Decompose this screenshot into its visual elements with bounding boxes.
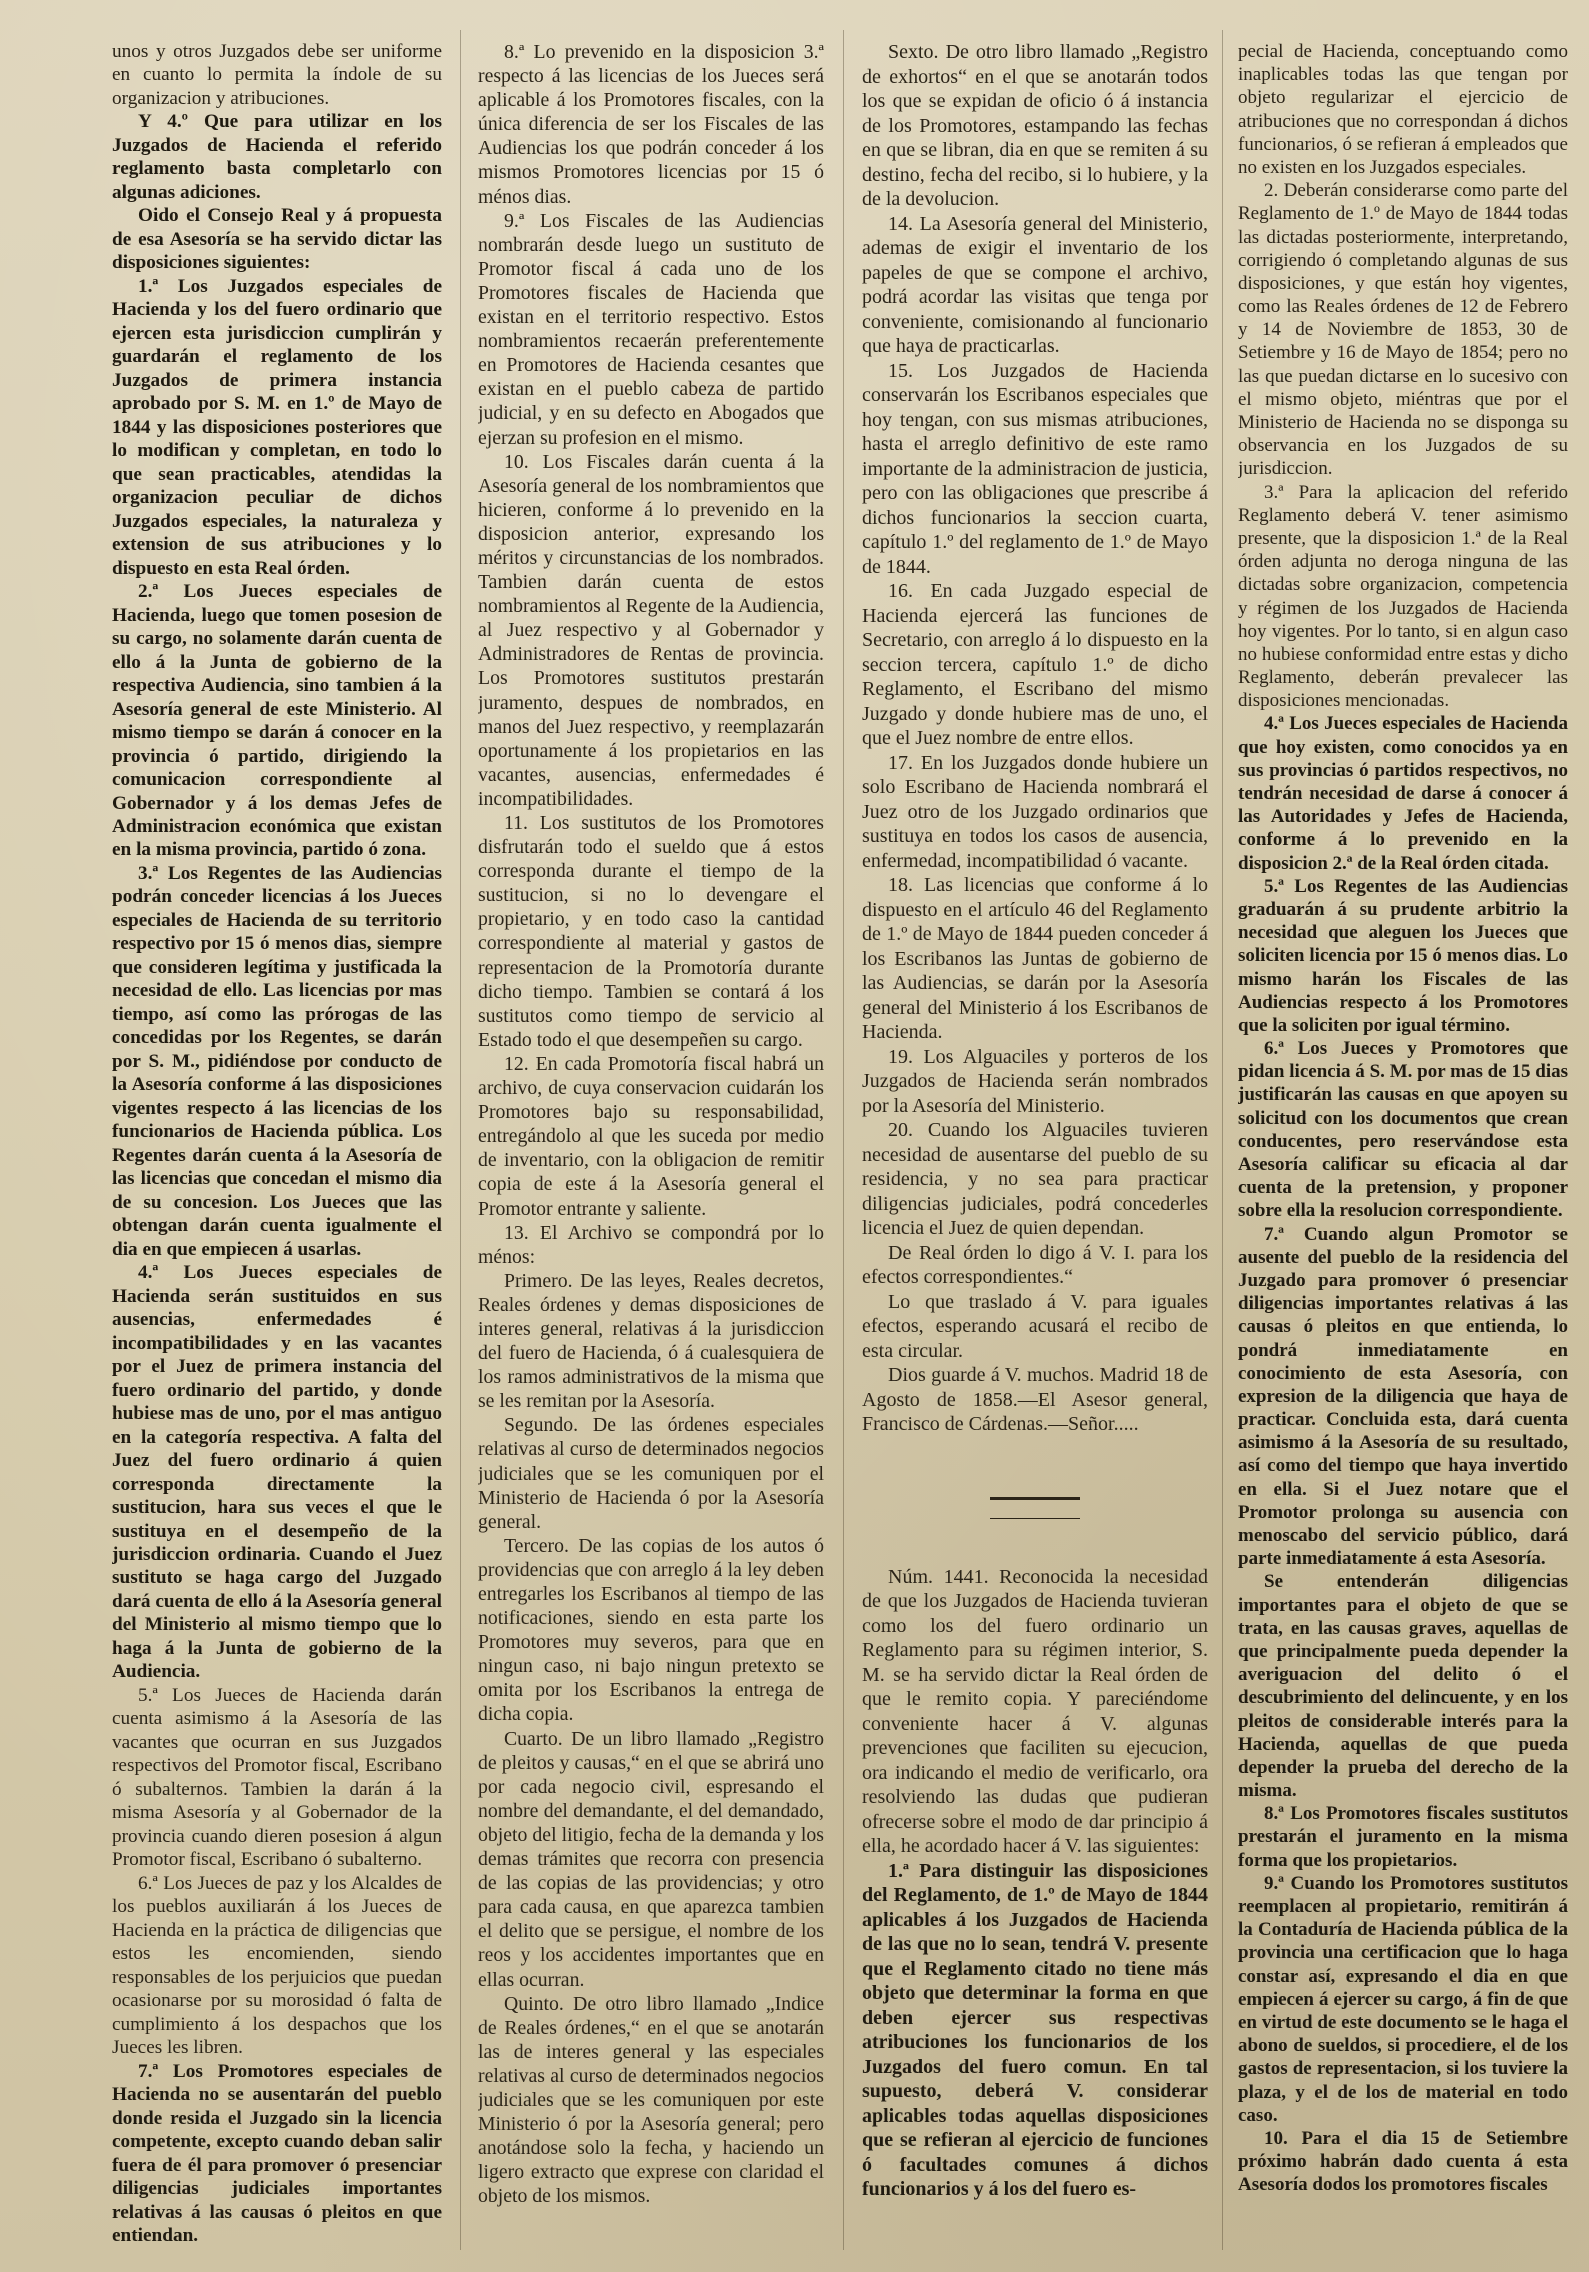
paragraph: De Real órden lo digo á V. I. para los efectos correspondientes.“	[862, 1241, 1208, 1288]
text-column-1	[112, 40, 442, 2260]
paragraph: Lo que traslado á V. para iguales efectos, esperando acusará el recibo de esta circular.	[862, 1290, 1208, 1362]
paragraph: 3.ª Los Regentes de las Audiencias podrán conceder licencias á los Jueces especiales de Hacienda de su territorio respectivo por 15 ó menos dias, siempre que consideren legítima y justificada la necesidad de ello. Las licencias por mas tiempo, así como las prórogas de las concedidas por los Regentes, se darán por S. M., pidiéndose por conducto de la Asesoría conforme á las disposiciones vigentes respecto á las licencias de los funcionarios de Hacienda pública. Los Regentes darán cuenta á la Asesoría de las licencias que concedan el mismo dia de su concesion. Los Jueces que las obtengan darán cuenta igualmente el dia en que empiecen á usarlas.	[112, 862, 442, 1260]
paragraph: 10. Para el dia 15 de Setiembre próximo habrán dado cuenta á esta Asesoría dodos los promotores fiscales	[1238, 2127, 1568, 2196]
paragraph: 6.ª Los Jueces de paz y los Alcaldes de los pueblos auxiliarán á los Jueces de Hacienda en la práctica de diligencias que estos les encomienden, siendo responsables de los perjuicios que puedan ocasionarse por su morosidad ó falta de cumplimiento á los despachos que los Jueces les libren.	[112, 1872, 442, 2059]
text-column-2	[478, 40, 824, 2260]
paragraph: pecial de Hacienda, conceptuando como inaplicables todas las que tengan por objeto regularizar el ejercicio de atribuciones que no correspondan á dichos funcionarios, ó se refieran á empleados que no existen en los Juzgados especiales.	[1238, 41, 1568, 178]
paragraph: 3.ª Para la aplicacion del referido Reglamento deberá V. tener asimismo presente, que la disposicion 1.ª de la Real órden adjunta no deroga ninguna de las dictadas sobre organizacion, competencia y régimen de los Juzgados de Hacienda hoy vigentes. Por lo tanto, si en algun caso no hubiese conformidad entre estas y dicho Reglamento, deberán prevalecer las disposiciones mencionadas.	[1238, 481, 1568, 712]
paragraph: 14. La Asesoría general del Ministerio, ademas de exigir el inventario de los papeles de que se compone el archivo, podrá acordar las visitas que tenga por conveniente, comisionando al funcionario que haya de practicarlas.	[862, 212, 1208, 357]
paragraph: Quinto. De otro libro llamado „Indice de Reales órdenes,“ en el que se anotarán las de interes general y las especiales relativas al curso de determinados negocios judiciales que se les comuniquen por este Ministerio ó por la Asesoría general; pero anotándose solo la fecha, y haciendo un ligero extracto que exprese con claridad el objeto de los mismos.	[478, 1992, 824, 2208]
paragraph: 9.ª Cuando los Promotores sustitutos reemplacen al propietario, remitirán á la Contaduría de Hacienda pública de la provincia una certificacion que lo haga constar así, expresando el dia en que empiecen á ejercer su cargo, á fin de que en virtud de este documento se le haga el abono de sueldos, si procediere, el de los gastos de representacion, si los tuviere la plaza, y el de los de material en todo caso.	[1238, 1872, 1568, 2126]
paragraph: 5.ª Los Jueces de Hacienda darán cuenta asimismo á la Asesoría de las vacantes que ocurran en sus Juzgados respectivos del Promotor fiscal, Escribano ó subalternos. Tambien la darán á la misma Asesoría y al Gobernador de la provincia cuando dieren posesion á algun Promotor fiscal, Escribano ó subalterno.	[112, 1684, 442, 1871]
paragraph: 20. Cuando los Alguaciles tuvieren necesidad de ausentarse del pueblo de su residencia, y no sea para practicar diligencias judiciales, podrá concederles licencia el Juez de quien dependan.	[862, 1119, 1208, 1239]
paragraph: 19. Los Alguaciles y porteros de los Juzgados de Hacienda serán nombrados por la Asesoría del Ministerio.	[862, 1045, 1208, 1117]
paragraph: 15. Los Juzgados de Hacienda conservarán los Escribanos especiales que hoy tengan, con sus mismas atribuciones, hasta el arreglo definitivo de este ramo importante de la administracion de justicia, pero con las obligaciones que prescribe á dichos funcionarios la seccion cuarta, capítulo 1.º del reglamento de 1.º de Mayo de 1844.	[862, 359, 1208, 578]
column-separator	[843, 30, 844, 2250]
paragraph: Cuarto. De un libro llamado „Registro de pleitos y causas,“ en el que se abrirá uno por cada negocio civil, espresando el nombre del demandante, el del demandado, objeto del litigio, fecha de la demanda y los demas trámites que recorra con presencia de las copias de las providencias; y otro para cada causa, en que aparezca tambien el delito que se persigue, el nombre de los reos y los accidentes importantes que en ellas ocurran.	[478, 1727, 824, 1991]
paragraph: 16. En cada Juzgado especial de Hacienda ejercerá las funciones de Secretario, con arreglo á lo dispuesto en la seccion tercera, capítulo 1.º de dicho Reglamento, el Escribano del mismo Juzgado y donde hubiere mas de uno, el que el Juez nombre de entre ellos.	[862, 580, 1208, 749]
paragraph: 10. Los Fiscales darán cuenta á la Asesoría general de los nombramientos que hicieren, conforme á lo prevenido en la disposicion anterior, expresando los méritos y circunstancias de los nombrados. Tambien darán cuenta de estos nombramientos al Regente de la Audiencia, al Juez respectivo y al Gobernador y Administradores de Rentas de provincia. Los Promotores sustitutos prestarán juramento, despues de nombrados, en manos del Juez respectivo, y reemplazarán oportunamente á los propietarios en las vacantes, ausencias, enfermedades é incompatibilidades.	[478, 450, 824, 810]
section-divider	[990, 1497, 1080, 1519]
paragraph: 4.ª Los Jueces especiales de Hacienda serán sustituidos en sus ausencias, enfermedades é incompatibilidades y en las vacantes por el Juez de primera instancia del fuero ordinario del partido, y donde hubiese mas de uno, por el mas antiguo en la categoría respectiva. A falta del Juez del fuero ordinario á quien corresponda directamente la sustitucion, hara sus veces el que le sustituya en el desempeño de la jurisdiccion ordinaria. Cuando el Juez sustituto se haga cargo del Juzgado dará cuenta de ello á la Asesoría general del Ministerio al mismo tiempo que lo haga á la Junta de gobierno de la Audiencia.	[112, 1262, 442, 1683]
paragraph: 17. En los Juzgados donde hubiere un solo Escribano de Hacienda nombrará el Juez otro de los Juzgado ordinarios que sustituya en todos los casos de ausencia, enfermedad, incompatibilidad ó vacante.	[862, 751, 1208, 872]
paragraph: 8.ª Los Promotores fiscales sustitutos prestarán el juramento en la misma forma que los propietarios.	[1238, 1803, 1568, 1871]
paragraph: 18. Las licencias que conforme á lo dispuesto en el artículo 46 del Reglamento de 1.º de Mayo de 1844 pueden conceder á los Escribanos las Juntas de gobierno de las Audiencias, se darán por la Asesoría general del Ministerio á los Escribanos de Hacienda.	[862, 874, 1208, 1043]
column-separator	[460, 30, 461, 2250]
paragraph: unos y otros Juzgados debe ser uniforme en cuanto lo permita la índole de su organizacion y atribuciones.	[112, 41, 442, 109]
paragraph: 13. El Archivo se compondrá por lo ménos:	[478, 1221, 824, 1268]
paragraph: Segundo. De las órdenes especiales relativas al curso de determinados negocios judiciales que se les comuniquen por el Ministerio de Hacienda ó por la Asesoría general.	[478, 1414, 824, 1533]
paragraph: 1.ª Los Juzgados especiales de Hacienda y los del fuero ordinario que ejercen esta jurisdiccion cumplirán y guardarán el reglamento de los Juzgados de primera instancia aprobado por S. M. en 1.º de Mayo de 1844 y las disposiciones posteriores que lo modifican y completan, en todo lo que sean practicables, atendidas la organizacion peculiar de dichos Juzgados especiales, la naturaleza y extension de sus atribuciones y lo dispuesto en esta Real órden.	[112, 275, 442, 579]
paragraph: Y 4.º Que para utilizar en los Juzgados de Hacienda el referido reglamento basta completarlo con algunas adiciones.	[112, 111, 442, 203]
paragraph: 2.ª Los Jueces especiales de Hacienda, luego que tomen posesion de su cargo, no solamente darán cuenta de ello á la Junta de gobierno de la respectiva Audiencia, sino tambien á la Asesoría general de este Ministerio. Al mismo tiempo se darán á conocer en la provincia ó partido, dirigiendo la comunicacion correspondiente al Gobernador y á los demas Jefes de Administracion económica que existan en la misma provincia, partido ó zona.	[112, 581, 442, 861]
paragraph: 1.ª Para distinguir las disposiciones del Reglamento, de 1.º de Mayo de 1844 aplicables á los Juzgados de Hacienda de las que no lo sean, tendrá V. presente que el Reglamento citado no tiene más objeto que determinar la forma en que deben ejercer sus respectivas atribuciones los funcionarios de los Juzgados del fuero comun. En tal supuesto, deberá V. considerar aplicables todas aquellas disposiciones que se refieran al ejercicio de funciones ó facultades comunes á dichos funcionarios y á los del fuero es-	[862, 1859, 1208, 2200]
paragraph: Se entenderán diligencias importantes para el objeto de que se trata, en las causas graves, aquellas de que principalmente pueda depender la averiguacion del delito ó el descubrimiento del delincuente, y en los pleitos de considerable interés para la Hacienda, aquellas de que pueda depender la prueba del derecho de la misma.	[1238, 1571, 1568, 1802]
paragraph: 8.ª Lo prevenido en la disposicion 3.ª respecto á las licencias de los Jueces será aplicable á los Promotores fiscales, con la única diferencia de ser los Fiscales de las Audiencias los que podrán conceder á los mismos Promotores licencias por 15 ó ménos dias.	[478, 41, 824, 208]
paragraph: 5.ª Los Regentes de las Audiencias graduarán á su prudente arbitrio la necesidad que aleguen los Jueces que soliciten licencia por 15 ó menos dias. Lo mismo harán los Fiscales de las Audiencias respecto á los Promotores que la soliciten por igual término.	[1238, 875, 1568, 1036]
paragraph: Dios guarde á V. muchos. Madrid 18 de Agosto de 1858.—El Asesor general, Francisco de Cárdenas.—Señor.....	[862, 1364, 1208, 1435]
paragraph: Oido el Consejo Real y á propuesta de esa Asesoría se ha servido dictar las disposiciones siguientes:	[112, 205, 442, 274]
paragraph: 12. En cada Promotoría fiscal habrá un archivo, de cuya conservacion cuidarán los Promotores bajo su responsabilidad, entregándolo al que les suceda por medio de inventario, con la obligacion de remitir copia de este á la Asesoría general el Promotor entrante y saliente.	[478, 1052, 824, 1220]
paragraph: 4.ª Los Jueces especiales de Hacienda que hoy existen, como conocidos ya en sus provincias ó partidos respectivos, no tendrán necesidad de darse á conocer á las Autoridades y Jefes de Hacienda, conforme á lo prevenido en la disposicion 2.ª de la Real órden citada.	[1238, 713, 1568, 874]
text-column-3	[862, 40, 1208, 2260]
paragraph: 11. Los sustitutos de los Promotores disfrutarán todo el sueldo que á estos corresponda durante el tiempo de la sustitucion, si no lo devengare el propietario, y en todo caso la cantidad correspondiente al material y gastos de representacion de la Promotoría durante dicho tiempo. Tambien se contará á los sustitutos como tiempo de servicio al Estado todo el que desempeñen su cargo.	[478, 812, 824, 1051]
paragraph: 9.ª Los Fiscales de las Audiencias nombrarán desde luego un sustituto de Promotor fiscal á cada uno de los Promotores fiscales de Hacienda que existan en el territorio respectivo. Estos nombramientos recaerán preferentemente en Promotores de Hacienda cesantes que existan en el pueblo cabeza de partido judicial, y en su defecto en Abogados que ejerzan su profesion en el mismo.	[478, 209, 824, 449]
paragraph: Tercero. De las copias de los autos ó providencias que con arreglo á la ley deben entregarles los Escribanos al tiempo de las notificaciones, siendo en esta parte los Promotores muy severos, para que en ningun caso, ni bajo ningun pretexto se omita por los Escribanos la entrega de dicha copia.	[478, 1534, 824, 1726]
paragraph: 2. Deberán considerarse como parte del Reglamento de 1.º de Mayo de 1844 todas las dictadas posteriormente, interpretando, corrigiendo ó completando algunas de sus disposiciones, y que están hoy vigentes, como las Reales órdenes de 12 de Febrero y 14 de Noviembre de 1853, 30 de Setiembre y 16 de Mayo de 1854; pero no las que puedan dictarse en lo sucesivo con el mismo objeto, miéntras que por el Ministerio de Hacienda no se disponga su observancia en los Juzgados de su jurisdiccion.	[1238, 180, 1568, 480]
paragraph: 7.ª Los Promotores especiales de Hacienda no se ausentarán del pueblo donde resida el Juzgado sin la licencia competente, excepto cuando deban salir fuera de él para promover ó presenciar diligencias judiciales importantes relativas á las causas ó pleitos en que entiendan.	[112, 2060, 442, 2247]
paragraph: Núm. 1441. Reconocida la necesidad de que los Juzgados de Hacienda tuvieran como los del fuero ordinario un Reglamento para su régimen interior, S. M. se ha servido dictar la Real órden de que le remito copia. Y pareciéndome conveniente hacer á V. algunas prevenciones que faciliten su ejecucion, ora indicando el medio de verificarlo, ora resolviendo las dudas que pudieran ofrecerse sobre el modo de dar principio á ella, he acordado hacer á V. las siguientes:	[862, 1565, 1208, 1857]
paragraph: Primero. De las leyes, Reales decretos, Reales órdenes y demas disposiciones de interes general, relativas á la jurisdiccion del fuero de Hacienda, ó á cualesquiera de los ramos administrativos de la misma que se les remitan por la Asesoría.	[478, 1269, 824, 1413]
paragraph: Sexto. De otro libro llamado „Registro de exhortos“ en el que se anotarán todos los que se expidan de oficio ó á instancia de los Promotores, estampando las fechas en que se libran, dia en que se remiten á su destino, fecha del recibo, si lo hubiere, y la de la devolucion.	[862, 41, 1208, 210]
paragraph: 7.ª Cuando algun Promotor se ausente del pueblo de la residencia del Juzgado para promover ó presenciar diligencias importantes relativas á las causas ó pleitos en que entienda, lo pondrá inmediatamente en conocimiento de esta Asesoría, con expresion de la diligencia que haya de practicar. Concluida esta, dará cuenta asimismo á la Asesoría de su resultado, así como del tiempo que haya invertido en ella. Si el Juez notare que el Promotor prolonga su ausencia con menoscabo del servicio público, dará parte inmediatamente á esta Asesoría.	[1238, 1223, 1568, 1570]
column-separator	[1222, 30, 1223, 2250]
text-column-4	[1238, 40, 1568, 2260]
paragraph: 6.ª Los Jueces y Promotores que pidan licencia á S. M. por mas de 15 dias justificarán las causas en que apoyen su solicitud con los documentos que crean conducentes, pero reservándose esta Asesoría calificar su eficacia al dar cuenta de la pretension, y proponer sobre ella la resolucion correspondiente.	[1238, 1038, 1568, 1222]
